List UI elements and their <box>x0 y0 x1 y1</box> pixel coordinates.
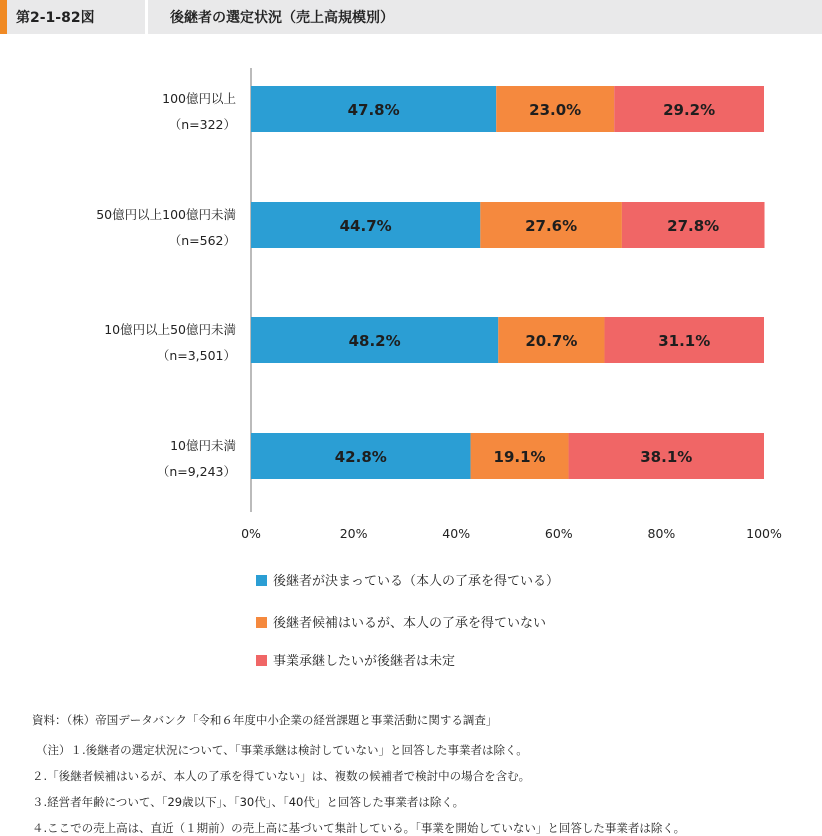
stacked-bar-chart <box>0 40 822 700</box>
x-tick-label: 100% <box>746 526 782 541</box>
data-label: 27.8% <box>667 217 720 235</box>
legend-swatch <box>256 575 267 586</box>
note-line-3: ３.経営者年齢について、「29歳以下」、「30代」、「40代」と回答した事業者は除く。 <box>32 795 465 809</box>
figure-header <box>0 0 822 34</box>
data-label: 47.8% <box>347 101 400 119</box>
category-label: 100億円以上 <box>162 91 236 106</box>
data-label: 48.2% <box>348 332 401 350</box>
x-tick-label: 40% <box>442 526 471 541</box>
note-line-1: （注）１.後継者の選定状況について、「事業承継は検討していない」と回答した事業者は除く。 <box>36 743 528 757</box>
data-label: 23.0% <box>529 101 582 119</box>
x-tick-label: 80% <box>647 526 676 541</box>
x-tick-label: 20% <box>339 526 368 541</box>
legend-label: 事業承継したいが後継者は未定 <box>273 654 456 669</box>
category-label: 10億円以上50億円未満 <box>104 322 236 337</box>
source-line: 資料：（株）帝国データバンク「令和６年度中小企業の経営課題と事業活動に関する調査」 <box>32 713 498 727</box>
category-n-label: （n=9,243） <box>156 464 236 479</box>
legend-swatch <box>256 617 267 628</box>
figure-number: 第2-1-82図 <box>16 10 95 26</box>
note-line-2: ２.「後継者候補はいるが、本人の了承を得ていない」は、複数の候補者で検討中の場合を含む。 <box>32 769 531 783</box>
data-label: 42.8% <box>334 448 387 466</box>
data-label: 38.1% <box>640 448 693 466</box>
data-label: 20.7% <box>525 332 578 350</box>
note-line-4: ４.ここでの売上高は、直近（１期前）の売上高に基づいて集計している。「事業を開始していない」と回答した事業者は除く。 <box>32 821 686 835</box>
category-label: 50億円以上100億円未満 <box>96 207 236 222</box>
x-tick-label: 60% <box>544 526 573 541</box>
data-label: 44.7% <box>339 217 392 235</box>
category-n-label: （n=3,501） <box>156 348 236 363</box>
header-divider <box>145 0 148 34</box>
header-accent-bar <box>0 0 7 34</box>
data-label: 19.1% <box>493 448 546 466</box>
legend-swatch <box>256 655 267 666</box>
x-tick-label: 0% <box>241 526 261 541</box>
legend-label: 後継者候補はいるが、本人の了承を得ていない <box>273 616 547 631</box>
data-label: 31.1% <box>658 332 711 350</box>
legend-label: 後継者が決まっている（本人の了承を得ている） <box>273 574 560 589</box>
data-label: 27.6% <box>525 217 578 235</box>
figure-title: 後継者の選定状況（売上高規模別） <box>170 10 394 26</box>
category-n-label: （n=562） <box>168 233 236 248</box>
category-n-label: （n=322） <box>168 117 236 132</box>
data-label: 29.2% <box>663 101 716 119</box>
category-label: 10億円未満 <box>170 438 236 453</box>
